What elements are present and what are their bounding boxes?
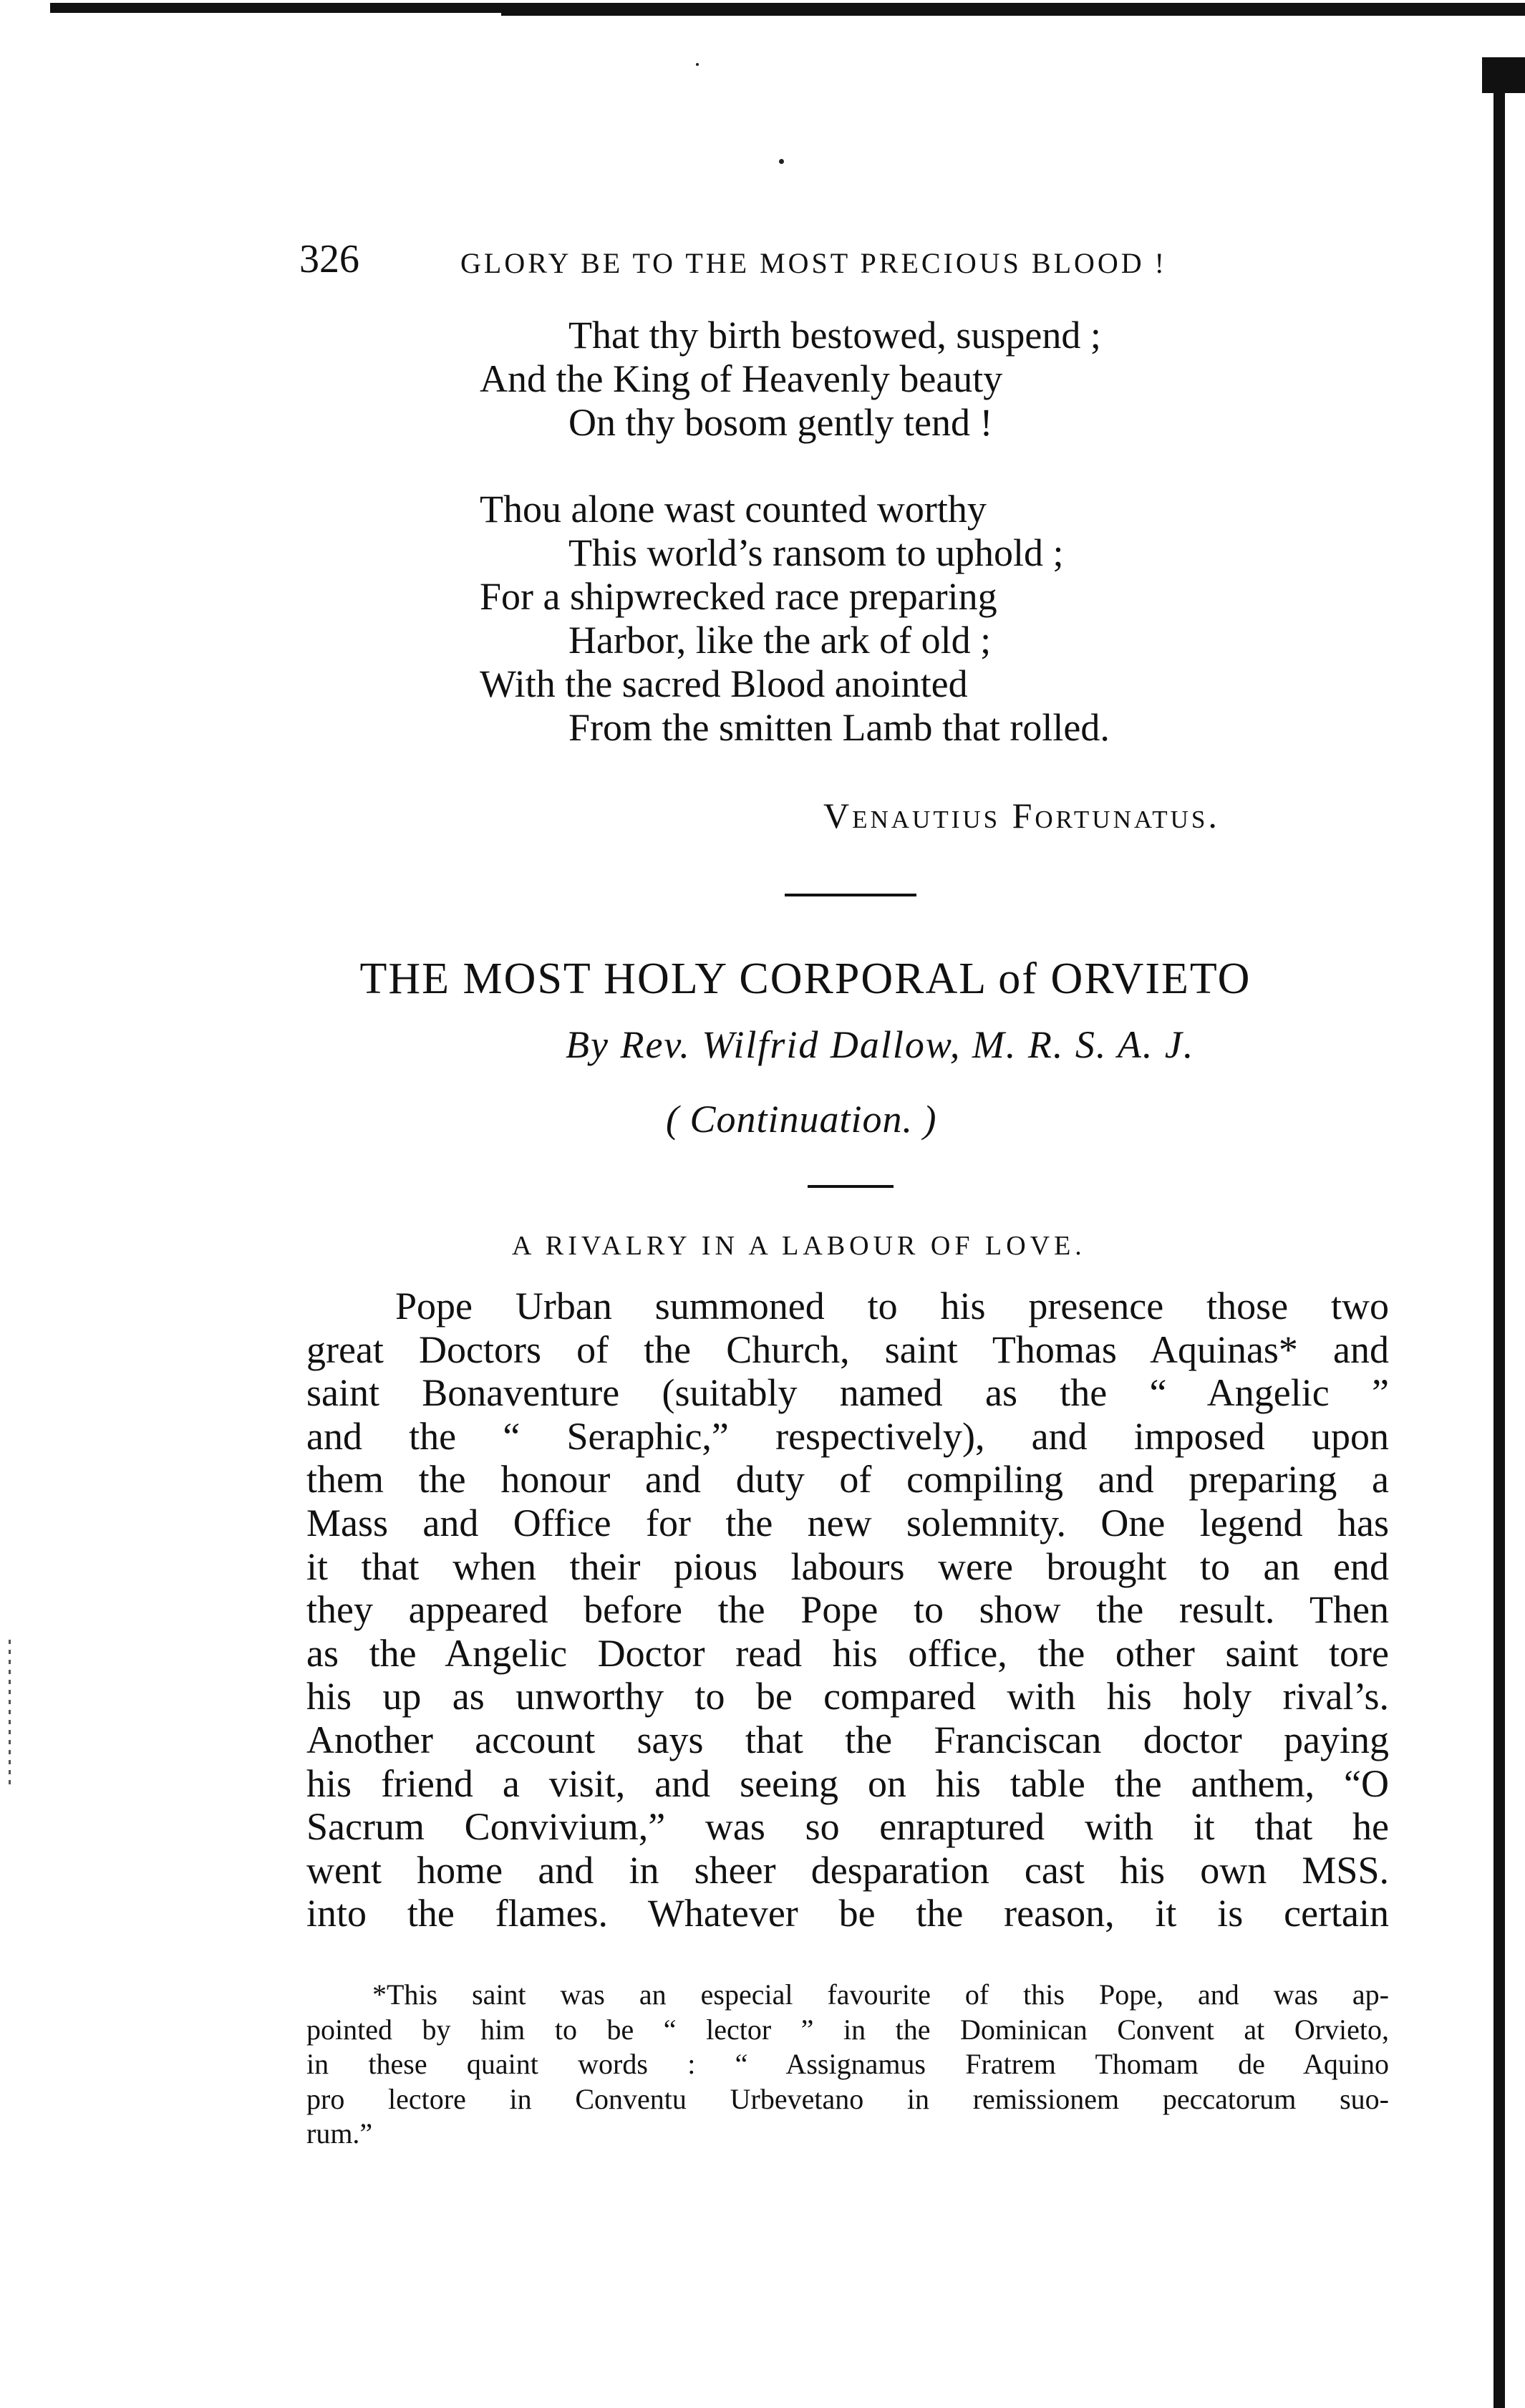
page-number: 326 xyxy=(299,237,359,281)
poem-line: This world’s ransom to uphold ; xyxy=(568,531,1064,574)
poem-line: Thou alone wast counted worthy xyxy=(480,488,987,531)
scan-speck xyxy=(779,159,784,164)
body-line: great Doctors of the Church, saint Thomas Aquinas* and xyxy=(306,1328,1389,1371)
running-head: GLORY BE TO THE MOST PRECIOUS BLOOD ! xyxy=(460,247,1167,279)
body-line: and the “ Seraphic,” respectively), and imposed upon xyxy=(306,1414,1389,1458)
body-line: they appeared before the Pope to show the result. Then xyxy=(306,1588,1389,1632)
divider xyxy=(785,894,916,896)
body-line: into the flames. Whatever be the reason, it is certain xyxy=(306,1892,1389,1935)
body-line: his up as unworthy to be compared with his holy rival’s. xyxy=(306,1675,1389,1718)
footnote-line: *This saint was an especial favourite of this Pope, and was ap- xyxy=(372,1978,1389,2011)
body-line: went home and in sheer desparation cast his own MSS. xyxy=(306,1848,1389,1892)
body-line: as the Angelic Doctor read his office, the other saint tore xyxy=(306,1631,1389,1675)
article-title: THE MOST HOLY CORPORAL of ORVIETO xyxy=(359,954,1252,1003)
body-line: Pope Urban summoned to his presence those two xyxy=(395,1285,1389,1328)
body-line: his friend a visit, and seeing on his table the anthem, “O xyxy=(306,1761,1389,1805)
body-line: them the honour and duty of compiling and preparing a xyxy=(306,1458,1389,1502)
body-line: saint Bonaventure (suitably named as the “ Angelic ” xyxy=(306,1371,1389,1415)
stanza-break xyxy=(480,445,1110,488)
body-line: Mass and Office for the new solemnity. One legend has xyxy=(306,1501,1389,1544)
scan-dots xyxy=(9,1640,11,1790)
continuation-note: ( Continuation. ) xyxy=(666,1098,937,1141)
scan-border-top-shadow xyxy=(501,10,1525,16)
scan-speck xyxy=(696,63,699,66)
article-byline: By Rev. Wilfrid Dallow, M. R. S. A. J. xyxy=(566,1023,1195,1066)
page-header xyxy=(299,236,1259,294)
footnote xyxy=(306,1978,1389,2152)
footnote-line: rum.” xyxy=(306,2117,373,2150)
poem-line: From the smitten Lamb that rolled. xyxy=(568,706,1110,749)
poem-author: Venautius Fortunatus. xyxy=(823,796,1220,836)
poem-line: With the sacred Blood anointed xyxy=(480,662,968,705)
poem xyxy=(480,314,1110,750)
body-line: Sacrum Convivium,” was so enraptured with it that he xyxy=(306,1805,1389,1849)
poem-line: For a shipwrecked race preparing xyxy=(480,575,997,618)
body-line: Another account says that the Franciscan doctor paying xyxy=(306,1718,1389,1761)
section-heading: A RIVALRY IN A LABOUR OF LOVE. xyxy=(512,1231,1086,1261)
body-line: it that when their pious labours were brought to an end xyxy=(306,1544,1389,1588)
poem-line: And the King of Heavenly beauty xyxy=(480,357,1003,400)
footnote-line: in these quaint words : “ Assignamus Fratrem Thomam de Aquino xyxy=(306,2048,1389,2080)
poem-line: On thy bosom gently tend ! xyxy=(568,401,993,444)
poem-line: Harbor, like the ark of old ; xyxy=(568,619,992,662)
footnote-line: pointed by him to be “ lector ” in the Dominican Convent at Orvieto, xyxy=(306,2013,1389,2046)
poem-line: That thy birth bestowed, suspend ; xyxy=(568,314,1101,357)
article-body xyxy=(306,1285,1389,1935)
footnote-line: pro lectore in Conventu Urbevetano in remissionem peccatorum suo- xyxy=(306,2082,1389,2115)
divider xyxy=(808,1185,894,1188)
scan-border-right xyxy=(1493,86,1505,2408)
